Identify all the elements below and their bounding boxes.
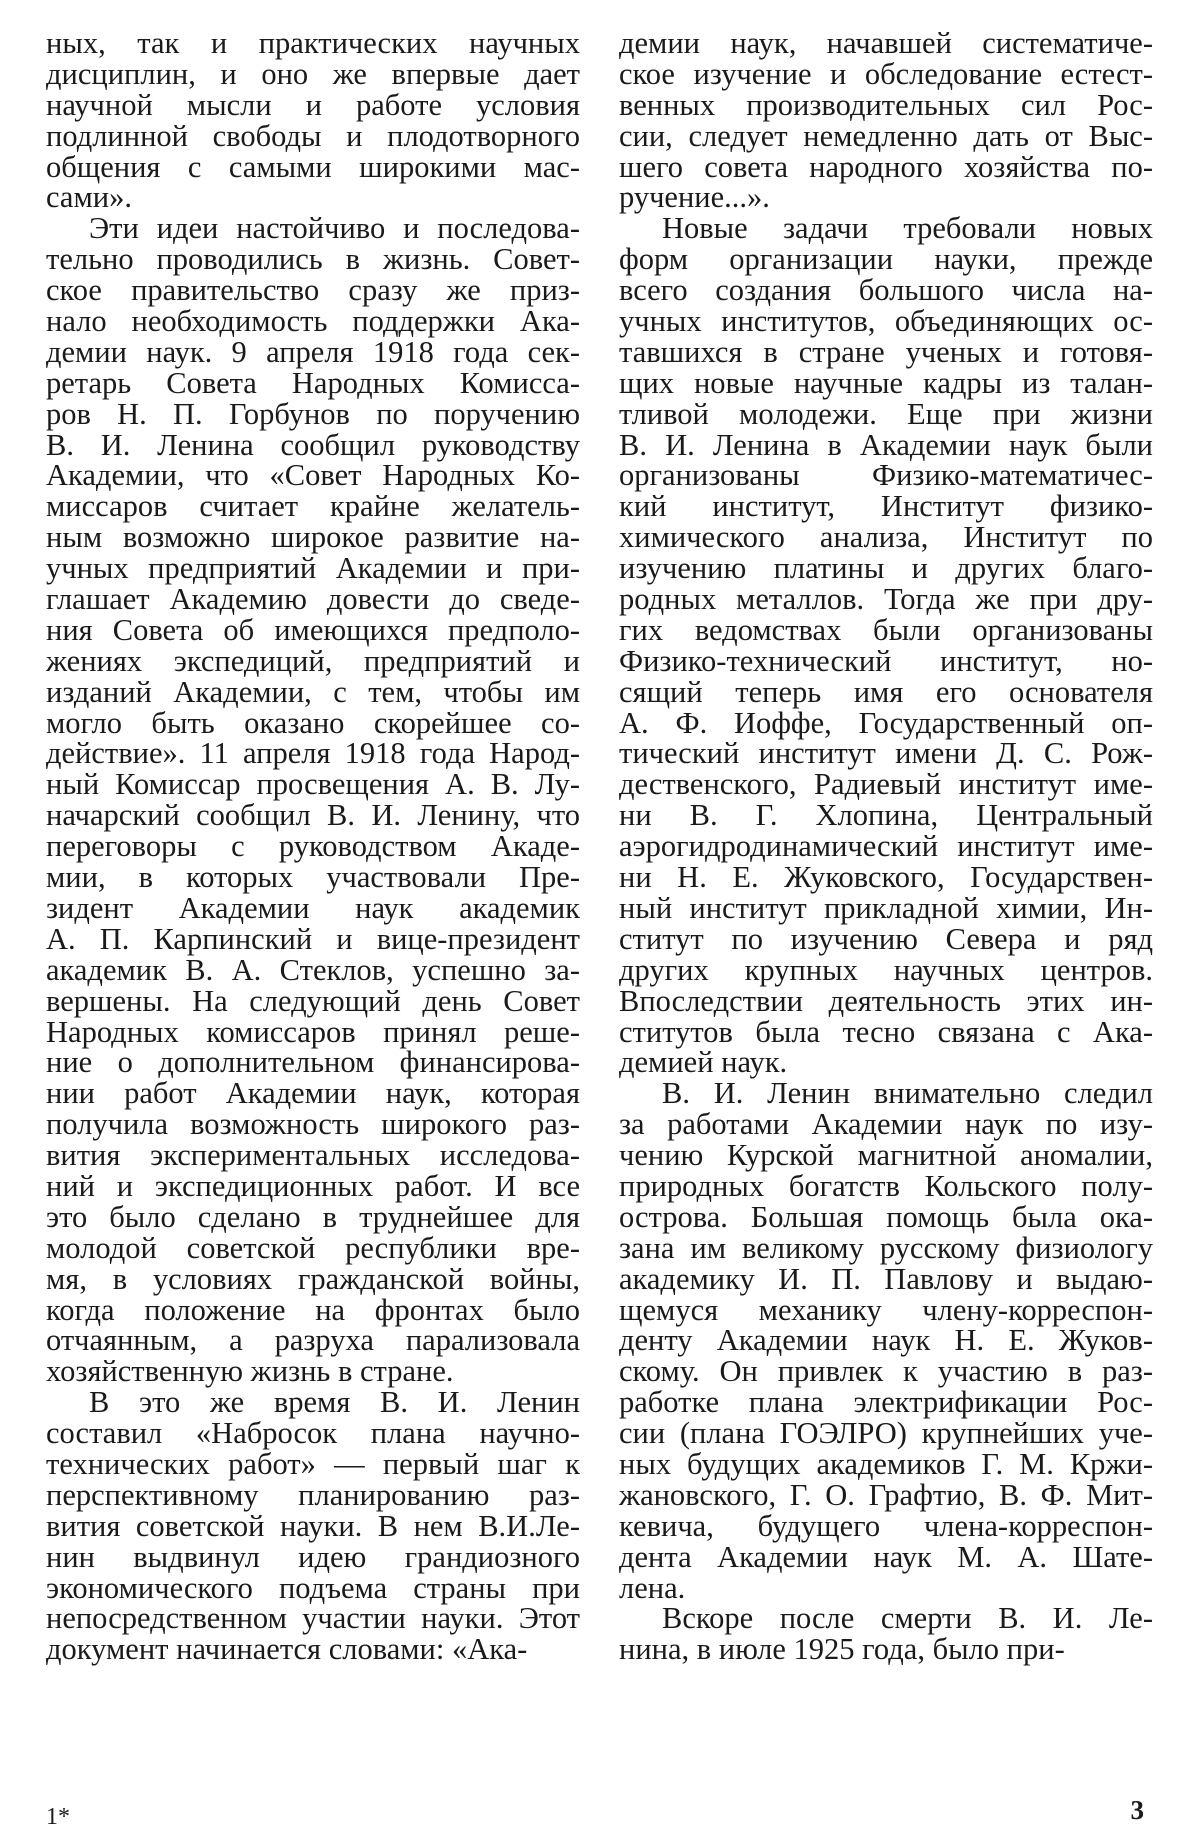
text-line: вершены. На следующий день Совет: [46, 983, 580, 1018]
text-line: демией наук.: [619, 1045, 788, 1080]
text-line: всего создания большого числа на-: [619, 273, 1153, 308]
text-line: А. П. Карпинский и вице-президент: [46, 921, 580, 956]
text-line: экономического подъема страны при: [46, 1570, 580, 1605]
text-line: непосредственном участии науки. Этот: [46, 1601, 580, 1636]
text-line: организованы Физико-математичес-: [619, 458, 1153, 493]
text-line: ститут по изучению Севера и ряд: [619, 921, 1153, 956]
text-line: ным возможно широкое развитие на-: [46, 520, 580, 555]
text-line: сящий теперь имя его основателя: [619, 674, 1153, 709]
text-line: тический институт имени Д. С. Рож-: [619, 736, 1153, 771]
text-line: острова. Большая помощь была ока-: [619, 1199, 1153, 1234]
right-text-column: [619, 28, 1153, 1665]
text-line: шего совета народного хозяйства по-: [619, 149, 1153, 184]
text-line: общения с самыми широкими мас-: [46, 149, 580, 184]
text-line: могло быть оказано скорейшее со-: [46, 705, 580, 740]
text-line: Вскоре после смерти В. И. Ле-: [662, 1601, 1153, 1636]
text-line: отчаянным, а разруха парализовала: [46, 1323, 580, 1358]
text-line: сии, следует немедленно дать от Выс-: [619, 118, 1153, 153]
text-line: ных будущих академиков Г. М. Кржи-: [619, 1446, 1153, 1481]
text-line: венных производительных сил Рос-: [619, 87, 1153, 122]
text-line: переговоры с руководством Акаде-: [46, 829, 580, 864]
text-line: мя, в условиях гражданской войны,: [46, 1261, 580, 1296]
text-line: начарский сообщил В. И. Ленину, что: [46, 798, 580, 833]
text-line: мии, в которых участвовали Пре-: [46, 860, 580, 895]
text-line: форм организации науки, прежде: [619, 242, 1153, 277]
text-line: В. И. Ленина в Академии наук были: [619, 427, 1153, 462]
text-line: подлинной свободы и плодотворного: [46, 118, 580, 153]
text-line: дента Академии наук М. А. Шате-: [619, 1539, 1153, 1574]
text-line: В это же время В. И. Ленин: [89, 1385, 580, 1420]
text-line: технических работ» — первый шаг к: [46, 1446, 580, 1481]
text-line: тливой молодежи. Еще при жизни: [619, 396, 1153, 431]
text-line: глашает Академию довести до сведе-: [46, 582, 580, 617]
text-line: других крупных научных центров.: [619, 952, 1153, 987]
text-line: денту Академии наук Н. Е. Жуков-: [619, 1323, 1153, 1358]
text-line: нии работ Академии наук, которая: [46, 1076, 580, 1111]
text-line: тавшихся в стране ученых и готовя-: [619, 334, 1153, 369]
text-line: щемуся механику члену-корреспон-: [619, 1292, 1153, 1327]
text-line: дественского, Радиевый институт име-: [619, 767, 1153, 802]
text-line: хозяйственную жизнь в стране.: [46, 1354, 454, 1389]
text-line: академику И. П. Павлову и выдаю-: [619, 1261, 1153, 1296]
text-line: химического анализа, Институт по: [619, 520, 1153, 555]
text-line: ни Н. Е. Жуковского, Государствен-: [619, 860, 1153, 895]
text-line: ручение...».: [619, 180, 770, 215]
text-line: составил «Набросок плана научно-: [46, 1416, 580, 1451]
text-line: кевича, будущего члена-корреспон-: [619, 1508, 1153, 1543]
text-line: жановского, Г. О. Графтио, В. Ф. Мит-: [619, 1477, 1153, 1512]
text-line: гих ведомствах были организованы: [619, 612, 1153, 647]
text-line: учных предприятий Академии и при-: [46, 551, 580, 586]
text-line: кий институт, Институт физико-: [619, 489, 1153, 524]
text-line: получила возможность широкого раз-: [46, 1107, 580, 1142]
text-line: перспективному планированию раз-: [46, 1477, 580, 1512]
text-line: работке плана электрификации Рос-: [619, 1385, 1153, 1420]
text-line: щих новые научные кадры из талан-: [619, 365, 1153, 400]
page-number: 3: [1130, 1795, 1144, 1825]
text-line: зана им великому русскому физиологу: [619, 1230, 1153, 1265]
text-line: тельно проводились в жизнь. Совет-: [46, 242, 580, 277]
text-line: ститутов была тесно связана с Ака-: [619, 1014, 1153, 1049]
text-line: действие». 11 апреля 1918 года Народ-: [46, 736, 580, 771]
text-line: демии наук. 9 апреля 1918 года сек-: [46, 334, 580, 369]
text-line: вития советской науки. В нем В.И.Ле-: [46, 1508, 580, 1543]
text-line: чению Курской магнитной аномалии,: [619, 1138, 1153, 1173]
text-line: учных институтов, объединяющих ос-: [619, 304, 1153, 339]
text-line: когда положение на фронтах было: [46, 1292, 580, 1327]
text-line: ный Комиссар просвещения А. В. Лу-: [46, 767, 580, 802]
text-line: миссаров считает крайне желатель-: [46, 489, 580, 524]
text-line: ний и экспедиционных работ. И все: [46, 1168, 580, 1203]
text-line: В. И. Ленина сообщил руководству: [46, 427, 580, 462]
text-line: ный институт прикладной химии, Ин-: [619, 890, 1153, 925]
text-line: Впоследствии деятельность этих ин-: [619, 983, 1153, 1018]
text-line: Физико-технический институт, но-: [619, 643, 1153, 678]
text-line: за работами Академии наук по изу-: [619, 1107, 1153, 1142]
left-text-column: [46, 28, 580, 1665]
text-line: изданий Академии, с тем, чтобы им: [46, 674, 580, 709]
text-line: Эти идеи настойчиво и последова-: [89, 211, 580, 246]
text-line: документ начинается словами: «Ака-: [46, 1632, 528, 1667]
text-line: В. И. Ленин внимательно следил: [662, 1076, 1153, 1111]
text-line: ни В. Г. Хлопина, Центральный: [619, 798, 1153, 833]
text-line: ров Н. П. Горбунов по поручению: [46, 396, 580, 431]
text-line: сами».: [46, 180, 132, 215]
text-line: скому. Он привлек к участию в раз-: [619, 1354, 1153, 1389]
text-line: вития экспериментальных исследова-: [46, 1138, 580, 1173]
text-line: ское правительство сразу же приз-: [46, 273, 580, 308]
text-line: ретарь Совета Народных Комисса-: [46, 365, 580, 400]
text-line: родных металлов. Тогда же при дру-: [619, 582, 1153, 617]
text-line: ния Совета об имеющихся предполо-: [46, 612, 580, 647]
signature-mark: 1*: [46, 1804, 70, 1830]
text-line: природных богатств Кольского полу-: [619, 1168, 1153, 1203]
text-line: нина, в июле 1925 года, было при-: [619, 1632, 1065, 1667]
text-line: ское изучение и обследование естест-: [619, 56, 1153, 91]
text-line: зидент Академии наук академик: [46, 890, 580, 925]
text-line: Народных комиссаров принял реше-: [46, 1014, 580, 1049]
text-line: лена.: [619, 1570, 686, 1605]
text-line: аэрогидродинамический институт име-: [619, 829, 1153, 864]
text-line: это было сделано в труднейшее для: [46, 1199, 580, 1234]
text-line: академик В. А. Стеклов, успешно за-: [46, 952, 580, 987]
text-line: нало необходимость поддержки Ака-: [46, 304, 580, 339]
text-line: сии (плана ГОЭЛРО) крупнейших уче-: [619, 1416, 1153, 1451]
text-line: дисциплин, и оно же впервые дает: [46, 56, 580, 91]
text-line: нин выдвинул идею грандиозного: [46, 1539, 580, 1574]
text-line: А. Ф. Иоффе, Государственный оп-: [619, 705, 1153, 740]
text-line: демии наук, начавшей систематиче-: [619, 26, 1153, 60]
text-line: научной мысли и работе условия: [46, 87, 580, 122]
text-line: Новые задачи требовали новых: [662, 211, 1153, 246]
text-line: жениях экспедиций, предприятий и: [46, 643, 580, 678]
text-line: ние о дополнительном финансирова-: [46, 1045, 580, 1080]
text-line: Академии, что «Совет Народных Ко-: [46, 458, 580, 493]
text-line: молодой советской республики вре-: [46, 1230, 580, 1265]
text-line: ных, так и практических научных: [46, 26, 580, 60]
text-line: изучению платины и других благо-: [619, 551, 1153, 586]
